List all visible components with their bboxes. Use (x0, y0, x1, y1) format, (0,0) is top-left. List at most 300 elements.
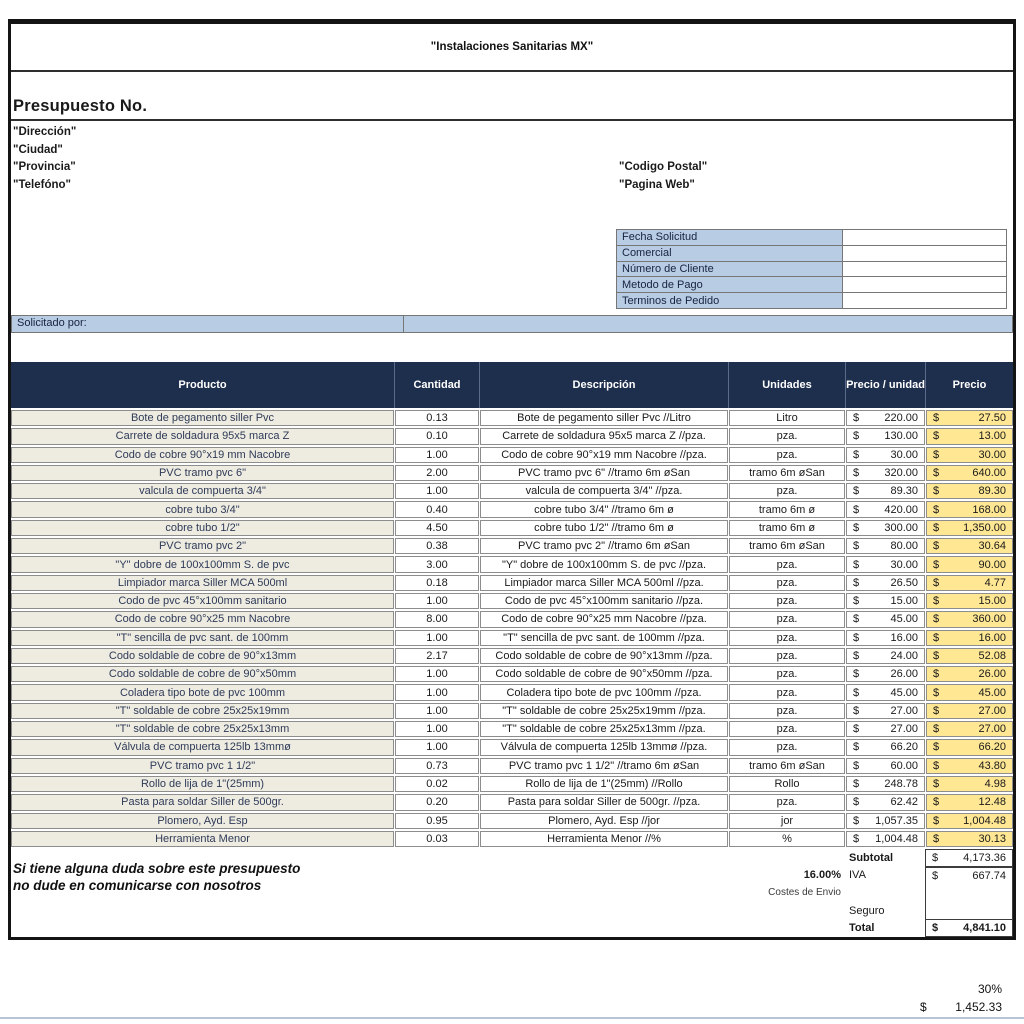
precio-amount: 45.00 (978, 686, 1006, 699)
cell-descripcion[interactable]: Codo soldable de cobre de 90°x13mm //pza. (480, 648, 728, 664)
cell-producto[interactable]: Válvula de compuerta 125lb 13mmø (11, 739, 394, 755)
cell-precio-unidad[interactable] (846, 556, 925, 572)
contact-block-left (13, 124, 76, 194)
cell-cantidad[interactable]: 2.00 (395, 465, 479, 481)
iva-amount: 667.74 (972, 869, 1006, 882)
table-row (11, 813, 1013, 829)
table-row (11, 684, 1013, 700)
deposit-amount: 1,452.33 (955, 1000, 1002, 1014)
cell-descripcion[interactable]: PVC tramo pvc 6" //tramo 6m øSan (480, 465, 728, 481)
currency-symbol: $ (853, 796, 860, 809)
cell-unidades[interactable]: pza. (729, 611, 845, 627)
currency-symbol: $ (853, 503, 860, 516)
cell-cantidad[interactable]: 4.50 (395, 520, 479, 536)
footer-note (13, 860, 300, 894)
cell-descripcion[interactable]: cobre tubo 1/2" //tramo 6m ø (480, 520, 728, 536)
currency-symbol: $ (853, 814, 860, 827)
cell-producto[interactable]: "Y" dobre de 100x100mm S. de pvc (11, 556, 394, 572)
document-border-box (8, 19, 1016, 940)
cell-unidades[interactable]: pza. (729, 721, 845, 737)
cell-cantidad[interactable]: 2.17 (395, 648, 479, 664)
cell-producto[interactable]: "T" sencilla de pvc sant. de 100mm (11, 630, 394, 646)
cell-producto[interactable]: cobre tubo 1/2" (11, 520, 394, 536)
cell-producto[interactable]: Pasta para soldar Siller de 500gr. (11, 794, 394, 810)
cell-cantidad[interactable]: 0.73 (395, 758, 479, 774)
cell-precio-unidad[interactable] (846, 813, 925, 829)
currency-symbol: $ (853, 558, 860, 571)
cell-descripcion[interactable]: Carrete de soldadura 95x5 marca Z //pza. (480, 428, 728, 444)
cell-precio[interactable] (926, 465, 1013, 481)
cell-producto[interactable]: "T" soldable de cobre 25x25x13mm (11, 721, 394, 737)
currency-symbol: $ (933, 576, 940, 589)
currency-symbol: $ (933, 467, 940, 480)
cell-descripcion[interactable]: "T" soldable de cobre 25x25x19mm //pza. (480, 703, 728, 719)
cell-producto[interactable]: PVC tramo pvc 1 1/2" (11, 758, 394, 774)
precio-unidad-amount: 24.00 (890, 650, 918, 662)
currency-symbol: $ (853, 448, 860, 461)
precio-amount: 4.77 (984, 576, 1006, 589)
precio-amount: 89.30 (978, 485, 1006, 498)
company-title: "Instalaciones Sanitarias MX" (430, 41, 594, 53)
cell-precio-unidad[interactable] (846, 611, 925, 627)
table-row (11, 465, 1013, 481)
precio-unidad-amount: 15.00 (890, 595, 918, 608)
precio-unidad-amount: 220.00 (884, 412, 918, 425)
currency-symbol: $ (932, 851, 939, 864)
cell-descripcion[interactable]: Plomero, Ayd. Esp //jor (480, 813, 728, 829)
precio-unidad-amount: 30.00 (890, 448, 918, 461)
cell-precio-unidad[interactable] (846, 575, 925, 591)
cell-precio-unidad[interactable] (846, 684, 925, 700)
cell-unidades[interactable]: pza. (729, 447, 845, 463)
cell-producto[interactable]: Codo de cobre 90°x25 mm Nacobre (11, 611, 394, 627)
cell-precio-unidad[interactable] (846, 794, 925, 810)
cell-precio[interactable] (926, 648, 1013, 664)
cell-cantidad[interactable]: 1.00 (395, 703, 479, 719)
precio-unidad-amount: 26.50 (890, 576, 918, 589)
cell-descripcion[interactable]: PVC tramo pvc 2" //tramo 6m øSan (480, 538, 728, 554)
cell-unidades[interactable]: pza. (729, 428, 845, 444)
currency-symbol: $ (933, 631, 940, 644)
cell-unidades[interactable]: pza. (729, 630, 845, 646)
cell-precio-unidad[interactable] (846, 501, 925, 517)
cell-precio-unidad[interactable] (846, 831, 925, 847)
cell-unidades[interactable]: tramo 6m ø (729, 520, 845, 536)
cell-precio-unidad[interactable] (846, 630, 925, 646)
cell-precio[interactable] (926, 703, 1013, 719)
request-value-cell[interactable] (843, 245, 1007, 261)
cell-precio[interactable] (926, 630, 1013, 646)
footer-note-line1: Si tiene alguna duda sobre este presupuesto (13, 861, 301, 876)
cell-descripcion[interactable]: Coladera tipo bote de pvc 100mm //pza. (480, 684, 728, 700)
precio-amount: 13.00 (978, 430, 1006, 443)
cell-cantidad[interactable]: 0.95 (395, 813, 479, 829)
precio-amount: 30.13 (978, 832, 1006, 845)
quote-title: Presupuesto No. (13, 97, 148, 115)
cell-precio-unidad[interactable] (846, 721, 925, 737)
cell-descripcion[interactable]: valcula de compuerta 3/4" //pza. (480, 483, 728, 499)
cell-cantidad[interactable]: 1.00 (395, 447, 479, 463)
cell-precio[interactable] (926, 831, 1013, 847)
cell-unidades[interactable]: pza. (729, 666, 845, 682)
cell-cantidad[interactable]: 8.00 (395, 611, 479, 627)
contact-codigo-postal: "Codigo Postal" (619, 161, 708, 173)
cell-cantidad[interactable]: 0.13 (395, 410, 479, 426)
cell-producto[interactable]: cobre tubo 3/4" (11, 501, 394, 517)
cell-precio[interactable] (926, 501, 1013, 517)
cell-unidades[interactable]: tramo 6m øSan (729, 465, 845, 481)
cell-unidades[interactable]: pza. (729, 648, 845, 664)
table-row (11, 630, 1013, 646)
table-row (11, 575, 1013, 591)
total-amount: 4,841.10 (963, 922, 1006, 935)
currency-symbol: $ (920, 1000, 927, 1014)
insurance-label: Seguro (849, 904, 885, 917)
cell-precio-unidad[interactable] (846, 703, 925, 719)
request-value-cell[interactable] (843, 277, 1007, 293)
cell-precio-unidad[interactable] (846, 410, 925, 426)
cell-unidades[interactable]: % (729, 831, 845, 847)
cell-unidades[interactable]: pza. (729, 575, 845, 591)
currency-symbol: $ (933, 521, 940, 534)
cell-unidades[interactable]: tramo 6m øSan (729, 758, 845, 774)
cell-precio[interactable] (926, 721, 1013, 737)
cell-descripcion[interactable]: Codo de pvc 45°x100mm sanitario //pza. (480, 593, 728, 609)
header-descripcion: Descripción (480, 362, 728, 408)
table-row (11, 410, 1013, 426)
shipping-label: Costes de Envio (768, 887, 841, 899)
precio-unidad-amount: 130.00 (884, 430, 918, 443)
cell-precio-unidad[interactable] (846, 648, 925, 664)
precio-unidad-amount: 27.00 (890, 723, 918, 736)
precio-unidad-amount: 420.00 (884, 503, 918, 516)
deposit-percent: 30% (977, 982, 1002, 996)
total-label: Total (849, 922, 875, 935)
cell-precio-unidad[interactable] (846, 666, 925, 682)
cell-cantidad[interactable]: 1.00 (395, 630, 479, 646)
cell-precio-unidad[interactable] (846, 593, 925, 609)
cell-precio[interactable] (926, 813, 1013, 829)
currency-symbol: $ (853, 521, 860, 534)
solicitado-value-cell[interactable] (403, 315, 1013, 333)
currency-symbol: $ (933, 668, 940, 681)
footer-note-line2: no dude en comunicarse con nosotros (13, 878, 262, 893)
cell-producto[interactable]: Codo soldable de cobre de 90°x50mm (11, 666, 394, 682)
table-row (11, 593, 1013, 609)
cell-precio[interactable] (926, 739, 1013, 755)
table-row (11, 758, 1013, 774)
currency-symbol: $ (932, 922, 939, 935)
cell-cantidad[interactable]: 3.00 (395, 556, 479, 572)
request-row (617, 230, 1007, 246)
cell-unidades[interactable]: tramo 6m øSan (729, 538, 845, 554)
request-row (617, 261, 1007, 277)
cell-precio[interactable] (926, 483, 1013, 499)
contact-direccion: "Dirección" (13, 126, 77, 138)
currency-symbol: $ (853, 576, 860, 589)
cell-producto[interactable]: Codo de pvc 45°x100mm sanitario (11, 593, 394, 609)
table-row (11, 703, 1013, 719)
cell-precio[interactable] (926, 575, 1013, 591)
request-row (617, 245, 1007, 261)
table-row (11, 739, 1013, 755)
precio-amount: 90.00 (978, 558, 1006, 571)
currency-symbol: $ (933, 448, 940, 461)
cell-unidades[interactable]: Rollo (729, 776, 845, 792)
precio-amount: 30.00 (978, 448, 1006, 461)
cell-precio[interactable] (926, 684, 1013, 700)
cell-precio-unidad[interactable] (846, 776, 925, 792)
header-precio-unidad: Precio / unidad (846, 362, 925, 408)
subtotal-amount: 4,173.36 (963, 851, 1006, 864)
currency-symbol: $ (853, 650, 860, 662)
cell-producto[interactable]: Carrete de soldadura 95x5 marca Z (11, 428, 394, 444)
precio-unidad-amount: 62.42 (890, 796, 918, 809)
cell-cantidad[interactable]: 1.00 (395, 593, 479, 609)
cell-unidades[interactable]: pza. (729, 593, 845, 609)
cell-cantidad[interactable]: 1.00 (395, 684, 479, 700)
table-row (11, 447, 1013, 463)
cell-descripcion[interactable]: Codo soldable de cobre de 90°x50mm //pza. (480, 666, 728, 682)
cell-producto[interactable]: Plomero, Ayd. Esp (11, 813, 394, 829)
cell-cantidad[interactable]: 0.03 (395, 831, 479, 847)
cell-precio[interactable] (926, 593, 1013, 609)
currency-symbol: $ (933, 558, 940, 571)
cell-producto[interactable]: Rollo de lija de 1"(25mm) (11, 776, 394, 792)
cell-precio-unidad[interactable] (846, 538, 925, 554)
currency-symbol: $ (933, 704, 940, 717)
precio-amount: 15.00 (978, 595, 1006, 608)
table-row (11, 794, 1013, 810)
currency-symbol: $ (933, 814, 940, 827)
cell-producto[interactable]: Herramienta Menor (11, 831, 394, 847)
currency-symbol: $ (933, 430, 940, 443)
precio-unidad-amount: 27.00 (890, 704, 918, 717)
precio-amount: 1,350.00 (963, 521, 1006, 534)
cell-cantidad[interactable]: 0.10 (395, 428, 479, 444)
cell-precio[interactable] (926, 428, 1013, 444)
cell-precio[interactable] (926, 758, 1013, 774)
cell-descripcion[interactable]: "Y" dobre de 100x100mm S. de pvc //pza. (480, 556, 728, 572)
deposit-amount-row (914, 1000, 1008, 1014)
cell-unidades[interactable]: jor (729, 813, 845, 829)
cell-cantidad[interactable]: 1.00 (395, 483, 479, 499)
products-table-body (11, 410, 1013, 849)
currency-symbol: $ (853, 540, 860, 553)
cell-descripcion[interactable]: Limpiador marca Siller MCA 500ml //pza. (480, 575, 728, 591)
table-row (11, 538, 1013, 554)
cell-cantidad[interactable]: 0.20 (395, 794, 479, 810)
precio-unidad-amount: 66.20 (890, 741, 918, 754)
currency-symbol: $ (853, 778, 860, 791)
cell-precio[interactable] (926, 611, 1013, 627)
quote-title-row (11, 72, 1013, 121)
precio-unidad-amount: 1,004.48 (875, 832, 918, 845)
currency-symbol: $ (933, 723, 940, 736)
cell-cantidad[interactable]: 1.00 (395, 739, 479, 755)
bottom-divider (0, 1017, 1024, 1019)
insurance-row (11, 902, 1013, 920)
precio-amount: 27.50 (978, 412, 1006, 425)
cell-producto[interactable]: Coladera tipo bote de pvc 100mm (11, 684, 394, 700)
precio-amount: 168.00 (972, 503, 1006, 516)
cell-producto[interactable]: Codo de cobre 90°x19 mm Nacobre (11, 447, 394, 463)
cell-unidades[interactable]: pza. (729, 684, 845, 700)
cell-descripcion[interactable]: "T" sencilla de pvc sant. de 100mm //pza. (480, 630, 728, 646)
contact-provincia: "Provincia" (13, 161, 76, 173)
iva-label: IVA (849, 869, 866, 882)
contact-ciudad: "Ciudad" (13, 143, 63, 156)
cell-unidades[interactable]: pza. (729, 483, 845, 499)
precio-unidad-amount: 60.00 (890, 759, 918, 772)
request-row (617, 277, 1007, 293)
cell-descripcion[interactable]: "T" soldable de cobre 25x25x13mm //pza. (480, 721, 728, 737)
currency-symbol: $ (853, 430, 860, 443)
cell-descripcion[interactable]: Codo de cobre 90°x19 mm Nacobre //pza. (480, 447, 728, 463)
cell-cantidad[interactable]: 1.00 (395, 666, 479, 682)
table-row (11, 428, 1013, 444)
precio-amount: 640.00 (972, 467, 1006, 480)
precio-unidad-amount: 80.00 (890, 540, 918, 553)
cell-producto[interactable]: Bote de pegamento siller Pvc (11, 410, 394, 426)
cell-precio-unidad[interactable] (846, 428, 925, 444)
cell-descripcion[interactable]: Rollo de lija de 1"(25mm) //Rollo (480, 776, 728, 792)
precio-unidad-amount: 45.00 (890, 613, 918, 626)
cell-unidades[interactable]: pza. (729, 556, 845, 572)
header-unidades: Unidades (729, 362, 845, 408)
cell-descripcion[interactable]: Pasta para soldar Siller de 500gr. //pza. (480, 794, 728, 810)
currency-symbol: $ (853, 595, 860, 608)
cell-unidades[interactable]: pza. (729, 703, 845, 719)
request-row (617, 293, 1007, 309)
currency-symbol: $ (853, 723, 860, 736)
header-precio: Precio (926, 362, 1013, 408)
cell-precio-unidad[interactable] (846, 739, 925, 755)
currency-symbol: $ (933, 650, 940, 662)
table-row (11, 520, 1013, 536)
cell-producto[interactable]: Limpiador marca Siller MCA 500ml (11, 575, 394, 591)
cell-precio-unidad[interactable] (846, 465, 925, 481)
iva-value-cell[interactable] (925, 867, 1013, 885)
cell-descripcion[interactable]: Bote de pegamento siller Pvc //Litro (480, 410, 728, 426)
cell-descripcion[interactable]: Válvula de compuerta 125lb 13mmø //pza. (480, 739, 728, 755)
table-row (11, 483, 1013, 499)
table-row (11, 776, 1013, 792)
solicitado-label-cell: Solicitado por: (11, 315, 403, 333)
table-row (11, 666, 1013, 682)
cell-descripcion[interactable]: Herramienta Menor //% (480, 831, 728, 847)
contact-pagina-web: "Pagina Web" (619, 178, 695, 191)
subtotal-value-cell[interactable] (925, 849, 1013, 867)
currency-symbol: $ (853, 412, 860, 425)
request-label-cell: Metodo de Pago (617, 277, 843, 293)
cell-precio[interactable] (926, 520, 1013, 536)
cell-unidades[interactable]: tramo 6m ø (729, 501, 845, 517)
cell-descripcion[interactable]: cobre tubo 3/4" //tramo 6m ø (480, 501, 728, 517)
cell-producto[interactable]: valcula de compuerta 3/4" (11, 483, 394, 499)
solicitado-bar (11, 315, 1013, 333)
insurance-value-cell[interactable] (925, 902, 1013, 920)
request-info-table (616, 229, 1007, 309)
precio-amount: 26.00 (978, 668, 1006, 681)
currency-symbol: $ (853, 704, 860, 717)
products-table-header (11, 362, 1013, 408)
cell-precio[interactable] (926, 447, 1013, 463)
cell-cantidad[interactable]: 0.40 (395, 501, 479, 517)
cell-cantidad[interactable]: 1.00 (395, 721, 479, 737)
header-producto: Producto (11, 362, 394, 408)
cell-precio-unidad[interactable] (846, 447, 925, 463)
currency-symbol: $ (933, 613, 940, 626)
cell-precio-unidad[interactable] (846, 483, 925, 499)
cell-precio-unidad[interactable] (846, 758, 925, 774)
table-row (11, 611, 1013, 627)
table-row (11, 556, 1013, 572)
total-value-cell[interactable] (925, 919, 1013, 937)
cell-producto[interactable]: PVC tramo pvc 6" (11, 465, 394, 481)
contact-telefono: "Telefóno" (13, 178, 71, 191)
cell-producto[interactable]: Codo soldable de cobre de 90°x13mm (11, 648, 394, 664)
currency-symbol: $ (933, 503, 940, 516)
currency-symbol: $ (853, 467, 860, 480)
request-label-cell: Fecha Solicitud (617, 230, 843, 246)
cell-cantidad[interactable]: 0.02 (395, 776, 479, 792)
currency-symbol: $ (853, 759, 860, 772)
currency-symbol: $ (853, 631, 860, 644)
request-value-cell[interactable] (843, 293, 1007, 309)
precio-amount: 4.98 (984, 778, 1006, 791)
table-row (11, 721, 1013, 737)
cell-cantidad[interactable]: 0.18 (395, 575, 479, 591)
cell-precio-unidad[interactable] (846, 520, 925, 536)
precio-unidad-amount: 320.00 (884, 467, 918, 480)
deposit-block (914, 982, 1008, 1014)
cell-cantidad[interactable]: 0.38 (395, 538, 479, 554)
cell-descripcion[interactable]: PVC tramo pvc 1 1/2" //tramo 6m øSan (480, 758, 728, 774)
currency-symbol: $ (933, 540, 940, 553)
cell-unidades[interactable]: pza. (729, 739, 845, 755)
table-row (11, 501, 1013, 517)
request-value-cell[interactable] (843, 261, 1007, 277)
cell-precio[interactable] (926, 556, 1013, 572)
currency-symbol: $ (933, 741, 940, 754)
table-row (11, 831, 1013, 847)
request-value-cell[interactable] (843, 230, 1007, 246)
cell-precio[interactable] (926, 538, 1013, 554)
request-label-cell: Número de Cliente (617, 261, 843, 277)
cell-precio[interactable] (926, 794, 1013, 810)
cell-precio[interactable] (926, 776, 1013, 792)
shipping-value-cell[interactable] (925, 884, 1013, 902)
currency-symbol: $ (853, 613, 860, 626)
cell-unidades[interactable]: pza. (729, 794, 845, 810)
precio-amount: 360.00 (972, 613, 1006, 626)
cell-precio[interactable] (926, 410, 1013, 426)
precio-amount: 43.80 (978, 759, 1006, 772)
precio-unidad-amount: 248.78 (884, 778, 918, 791)
cell-unidades[interactable]: Litro (729, 410, 845, 426)
currency-symbol: $ (933, 686, 940, 699)
precio-amount: 1,004.48 (963, 814, 1006, 827)
precio-amount: 12.48 (978, 796, 1006, 809)
cell-producto[interactable]: PVC tramo pvc 2" (11, 538, 394, 554)
cell-precio[interactable] (926, 666, 1013, 682)
precio-unidad-amount: 26.00 (890, 668, 918, 681)
cell-descripcion[interactable]: Codo de cobre 90°x25 mm Nacobre //pza. (480, 611, 728, 627)
cell-producto[interactable]: "T" soldable de cobre 25x25x19mm (11, 703, 394, 719)
company-banner (11, 24, 1013, 72)
contact-block-right (619, 159, 707, 194)
